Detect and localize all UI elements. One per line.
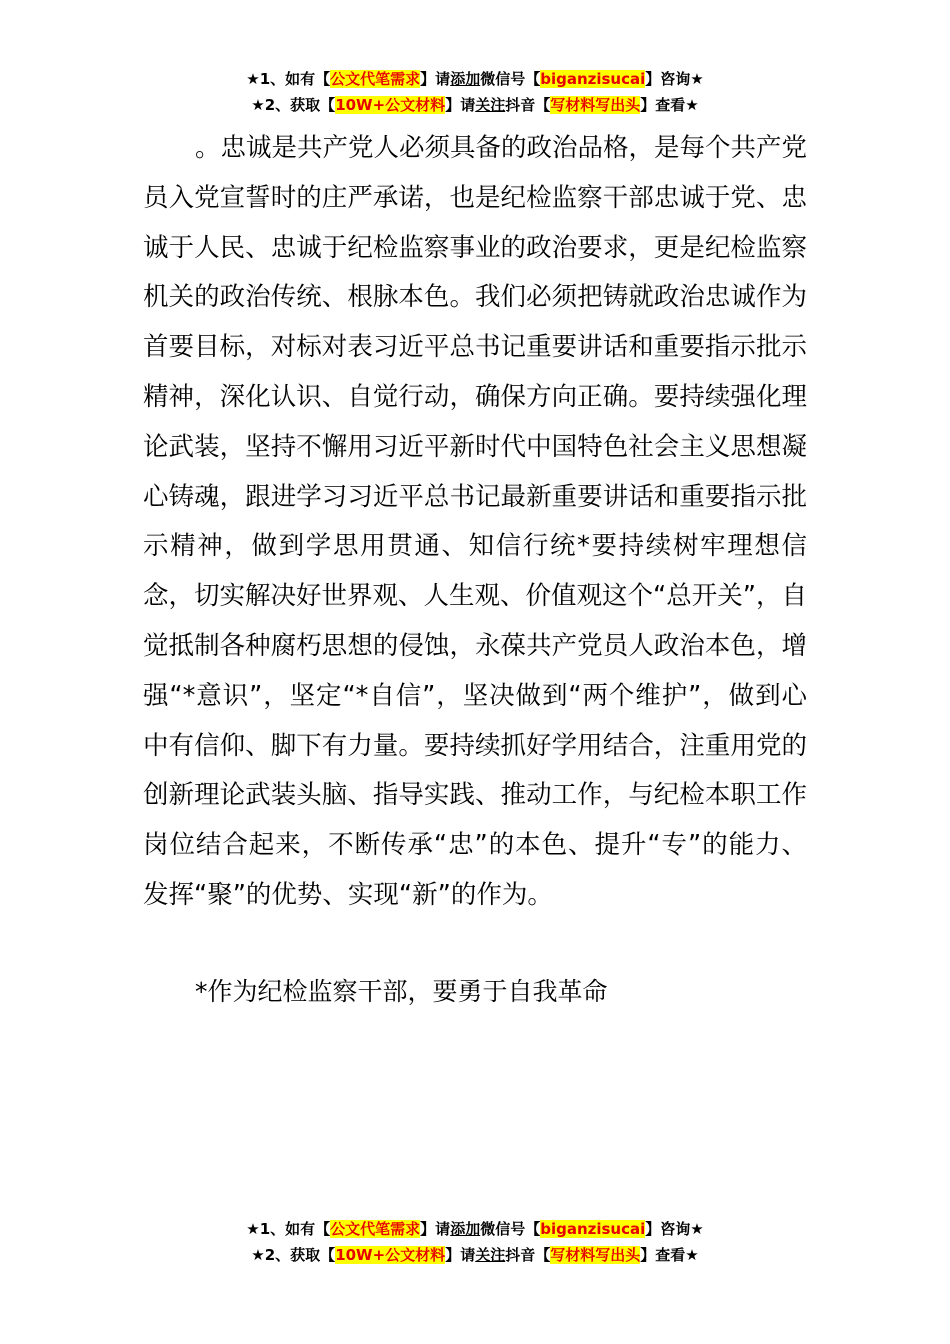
- banner-highlight: biganzisucai: [540, 1220, 646, 1238]
- body-paragraph: 。忠诚是共产党人必须具备的政治品格，是每个共产党员入党宣誓时的庄严承诺，也是纪检监察干部忠诚于党、忠诚于人民、忠诚于纪检监察事业的政治要求，更是纪检监察机关的政治传统、根脉本色。我们必须把铸就政治忠诚作为首要目标，对标对表习近平总书记重要讲话和重要指示批示精神，深化认识、自觉行动，确保方向正确。要持续强化理论武装，坚持不懈用习近平新时代中国特色社会主义思想凝心铸魂，跟进学习习近平总书记最新重要讲话和重要指示批示精神，做到学思用贯通、知信行统*要持续树牢理想信念，切实解决好世界观、人生观、价值观这个“总开关”，自觉抵制各种腐朽思想的侵蚀，永葆共产党员人政治本色，增强“*意识”，坚定“*自信”，坚决做到“两个维护”，做到心中有信仰、脚下有力量。要持续抓好学用结合，注重用党的创新理论武装头脑、指导实践、推动工作，与纪检本职工作岗位结合起来，不断传承“忠”的本色、提升“专”的能力、发挥“聚”的优势、实现“新”的作为。: [143, 133, 808, 910]
- footer-banner: [0, 1216, 950, 1268]
- banner-text: 抖音【: [505, 1246, 551, 1264]
- banner-underlined: 关注: [475, 1246, 506, 1264]
- banner-highlight: 公文代笔需求: [330, 1220, 421, 1238]
- banner-text: 】查看★: [640, 1246, 699, 1264]
- banner-highlight: 写材料写出头: [550, 96, 641, 114]
- banner-highlight: 写材料写出头: [550, 1246, 641, 1264]
- banner-highlight: 公文代笔需求: [330, 70, 421, 88]
- banner-text: 】咨询★: [645, 70, 704, 88]
- banner-text: 】请: [445, 96, 476, 114]
- banner-text: ★2、获取【: [251, 1246, 336, 1264]
- banner-text: 】请: [445, 1246, 476, 1264]
- banner-text: 】请: [420, 1220, 451, 1238]
- section-heading: *作为纪检监察干部，要勇于自我革命: [195, 977, 608, 1006]
- header-banner: [0, 66, 950, 118]
- banner-highlight: biganzisucai: [540, 70, 646, 88]
- banner-line-1: [0, 66, 950, 92]
- banner-text: 微信号【: [480, 70, 541, 88]
- banner-highlight: 10W+公文材料: [335, 96, 446, 114]
- banner-line-1: [0, 1216, 950, 1242]
- banner-highlight: 10W+公文材料: [335, 1246, 446, 1264]
- document-body: [143, 124, 807, 921]
- banner-underlined: 添加: [450, 70, 481, 88]
- banner-text: 微信号【: [480, 1220, 541, 1238]
- banner-text: 】请: [420, 70, 451, 88]
- banner-text: 】咨询★: [645, 1220, 704, 1238]
- banner-text: 抖音【: [505, 96, 551, 114]
- banner-text: 】查看★: [640, 96, 699, 114]
- banner-line-2: [0, 92, 950, 118]
- banner-text: ★2、获取【: [251, 96, 336, 114]
- banner-underlined: 关注: [475, 96, 506, 114]
- banner-line-2: [0, 1242, 950, 1268]
- banner-text: ★1、如有【: [246, 1220, 331, 1238]
- banner-text: ★1、如有【: [246, 70, 331, 88]
- banner-underlined: 添加: [450, 1220, 481, 1238]
